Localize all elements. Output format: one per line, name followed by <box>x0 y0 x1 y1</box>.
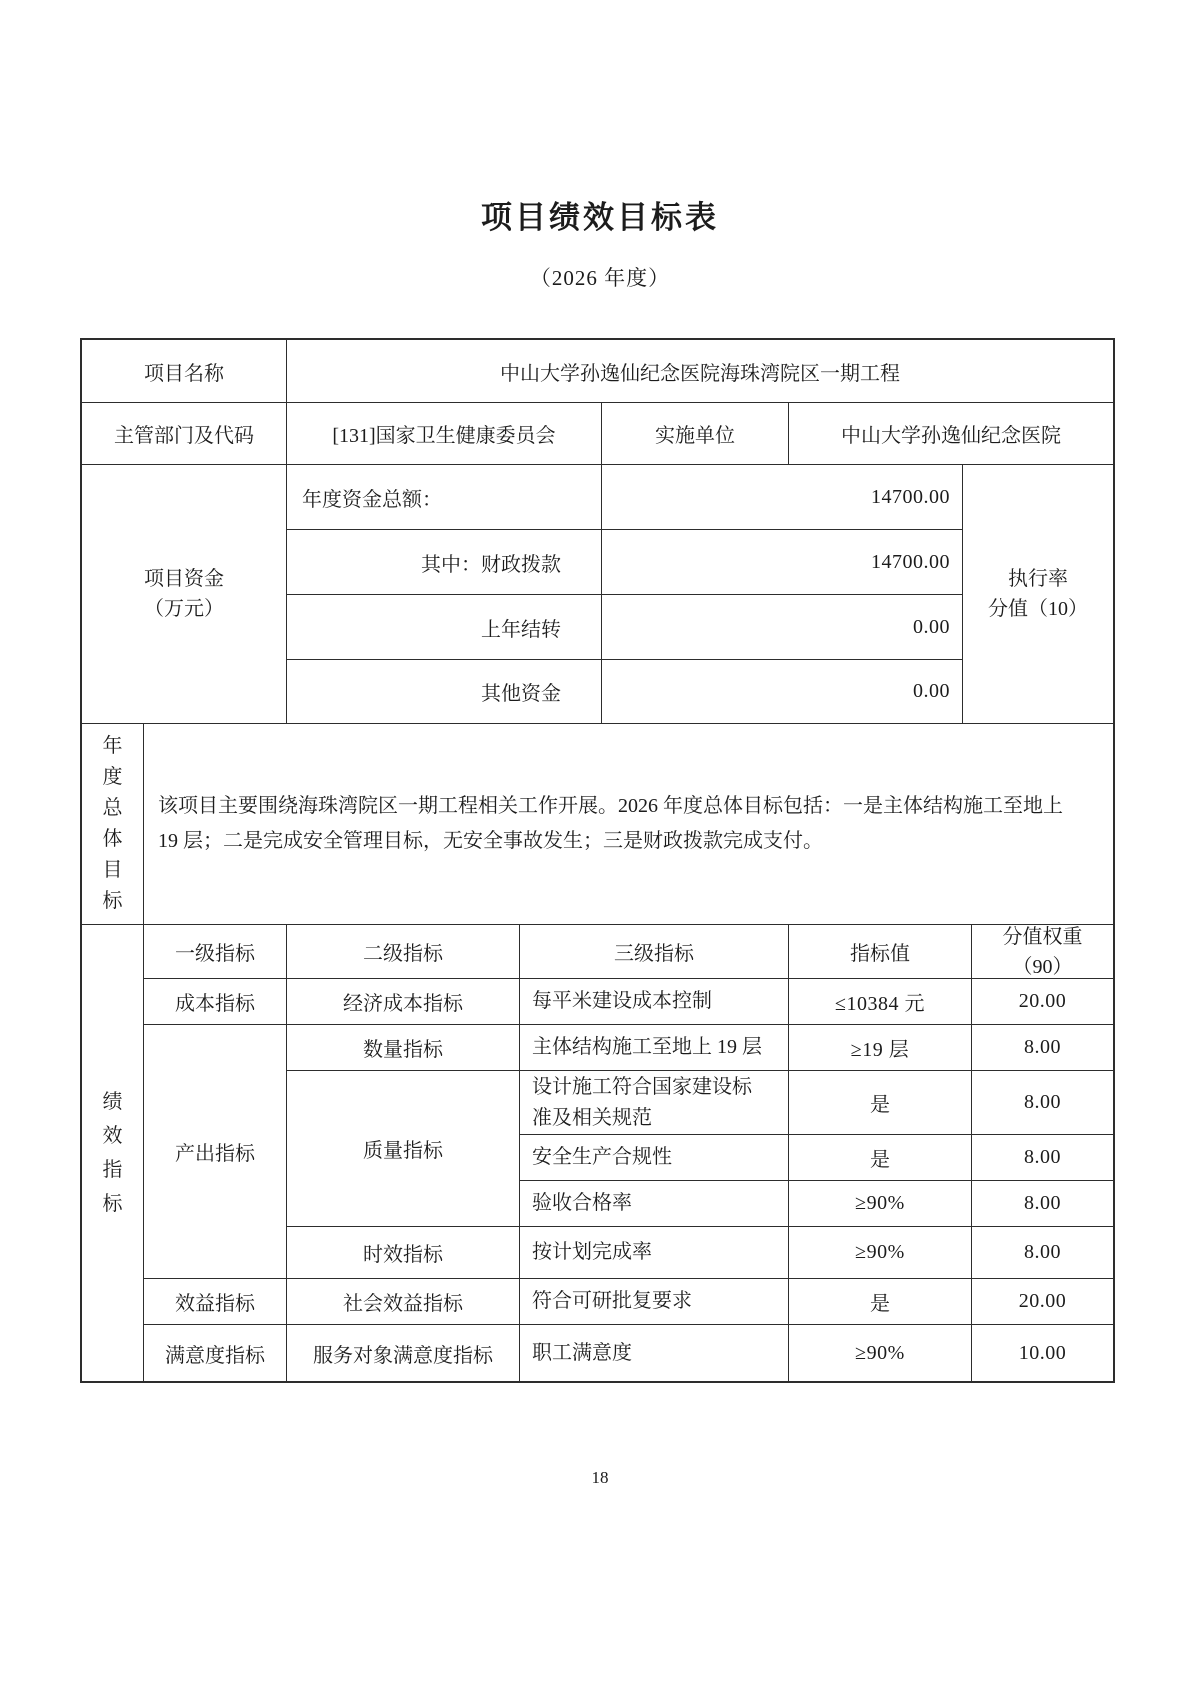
execution-rate-line1: 执行率 <box>1008 568 1068 590</box>
section-annual-goal <box>82 724 1113 925</box>
funds-label-line1: 项目资金 <box>144 568 224 590</box>
satisfaction-l1: 满意度指标 <box>144 1325 287 1381</box>
funds-fiscal-label: 其中：财政拨款 <box>287 530 602 595</box>
quantity-value: ≥19 层 <box>789 1025 972 1071</box>
funds-other-value: 0.00 <box>602 660 963 724</box>
indicator-row-safety <box>520 1135 1113 1181</box>
indicators-body <box>144 925 1113 1381</box>
indicator-group-output <box>144 1025 1113 1279</box>
project-name-label: 项目名称 <box>82 340 287 403</box>
quantity-l3: 主体结构施工至地上 19 层 <box>520 1025 789 1071</box>
indicator-row-acceptance <box>520 1181 1113 1227</box>
execution-rate-line2: 分值（10） <box>988 598 1088 620</box>
benefit-l2: 社会效益指标 <box>287 1279 520 1325</box>
page-title: 项目绩效目标表 <box>481 200 719 235</box>
cost-l3: 每平米建设成本控制 <box>520 979 789 1025</box>
indicator-row-cost <box>144 979 1113 1025</box>
safety-score: 8.00 <box>972 1135 1113 1181</box>
funds-row-other <box>287 660 963 724</box>
funds-row-fiscal <box>287 530 963 595</box>
satisfaction-score: 10.00 <box>1018 1341 1067 1364</box>
header-level1: 一级指标 <box>144 925 287 979</box>
quality-l2: 质量指标 <box>287 1071 520 1227</box>
annual-goal-text: 该项目主要围绕海珠湾院区一期工程相关工作开展。2026 年度总体目标包括：一是主体结构施工至地上 19 层；二是完成安全管理目标，无安全事故发生；三是财政拨款完成支付。 <box>158 795 1063 852</box>
page-number: 18 <box>591 1468 609 1487</box>
indicator-row-quantity <box>287 1025 1113 1071</box>
quantity-score: 8.00 <box>972 1025 1113 1071</box>
indicators-side-label-text: 绩效指标 <box>102 1091 123 1215</box>
cost-l2: 经济成本指标 <box>287 979 520 1025</box>
indicator-row-benefit <box>144 1279 1113 1325</box>
funds-row-total <box>287 465 963 530</box>
funds-rows <box>287 465 963 724</box>
funds-row-carryover <box>287 595 963 660</box>
acceptance-score: 8.00 <box>972 1181 1113 1227</box>
header-level2: 二级指标 <box>287 925 520 979</box>
section-indicators <box>82 925 1113 1381</box>
funds-fiscal-value: 14700.00 <box>602 530 963 595</box>
dept-value: [131]国家卫生健康委员会 <box>287 403 602 465</box>
indicator-group-quality <box>287 1071 1113 1227</box>
section-project-funds <box>82 465 1113 724</box>
benefit-score: 20.00 <box>972 1279 1113 1325</box>
quantity-l2: 数量指标 <box>287 1025 520 1071</box>
safety-l3: 安全生产合规性 <box>520 1135 789 1181</box>
impl-unit-label: 实施单位 <box>602 403 789 465</box>
header-score-line1: 分值权重 <box>1002 925 1083 948</box>
header-score-line2: （90） <box>1012 955 1073 978</box>
funds-label-line2: （万元） <box>144 598 224 620</box>
timeliness-l3: 按计划完成率 <box>520 1227 789 1279</box>
benefit-l1: 效益指标 <box>144 1279 287 1325</box>
row-project-name <box>82 340 1113 403</box>
acceptance-value: ≥90% <box>789 1181 972 1227</box>
annual-goal-side-label <box>82 724 144 925</box>
header-level3: 三级指标 <box>520 925 789 979</box>
cost-value: ≤10384 元 <box>789 979 972 1025</box>
design-score: 8.00 <box>972 1071 1113 1135</box>
page-subtitle: （2026 年度） <box>529 266 671 290</box>
safety-value: 是 <box>789 1135 972 1181</box>
funds-total-label: 年度资金总额： <box>287 465 602 530</box>
execution-rate-score-cell <box>963 465 1113 724</box>
indicator-row-design <box>520 1071 1113 1135</box>
benefit-l3: 符合可研批复要求 <box>520 1279 789 1325</box>
quality-subrows <box>520 1071 1113 1227</box>
dept-label: 主管部门及代码 <box>82 403 287 465</box>
cost-score: 20.00 <box>972 979 1113 1025</box>
header-score <box>972 925 1113 979</box>
indicator-row-satisfaction <box>144 1325 1113 1381</box>
satisfaction-l2: 服务对象满意度指标 <box>287 1325 520 1381</box>
annual-goal-side-label-text: 年度总体目标 <box>102 735 123 912</box>
output-l1: 产出指标 <box>144 1025 287 1279</box>
timeliness-value: ≥90% <box>789 1227 972 1279</box>
timeliness-l2: 时效指标 <box>287 1227 520 1279</box>
satisfaction-l3: 职工满意度 <box>520 1325 789 1381</box>
benefit-value: 是 <box>789 1279 972 1325</box>
timeliness-score: 8.00 <box>972 1227 1113 1279</box>
row-department <box>82 403 1113 465</box>
annual-goal-cell <box>144 724 1113 925</box>
funds-side-label <box>82 465 287 724</box>
design-value: 是 <box>789 1071 972 1135</box>
indicator-row-timeliness <box>287 1227 1113 1279</box>
design-l3: 设计施工符合国家建设标准及相关规范 <box>520 1071 789 1135</box>
satisfaction-value: ≥90% <box>789 1325 972 1381</box>
funds-carryover-label: 上年结转 <box>287 595 602 660</box>
project-name-value: 中山大学孙逸仙纪念医院海珠湾院区一期工程 <box>287 340 1113 403</box>
funds-other-label: 其他资金 <box>287 660 602 724</box>
cost-l1: 成本指标 <box>144 979 287 1025</box>
funds-total-value: 14700.00 <box>602 465 963 530</box>
output-subrows <box>287 1025 1113 1279</box>
acceptance-l3: 验收合格率 <box>520 1181 789 1227</box>
performance-target-table <box>80 338 1115 1383</box>
impl-unit-value: 中山大学孙逸仙纪念医院 <box>789 403 1113 465</box>
funds-carryover-value: 0.00 <box>602 595 963 660</box>
header-value: 指标值 <box>789 925 972 979</box>
indicators-header-row <box>144 925 1113 979</box>
indicators-side-label <box>82 925 144 1381</box>
